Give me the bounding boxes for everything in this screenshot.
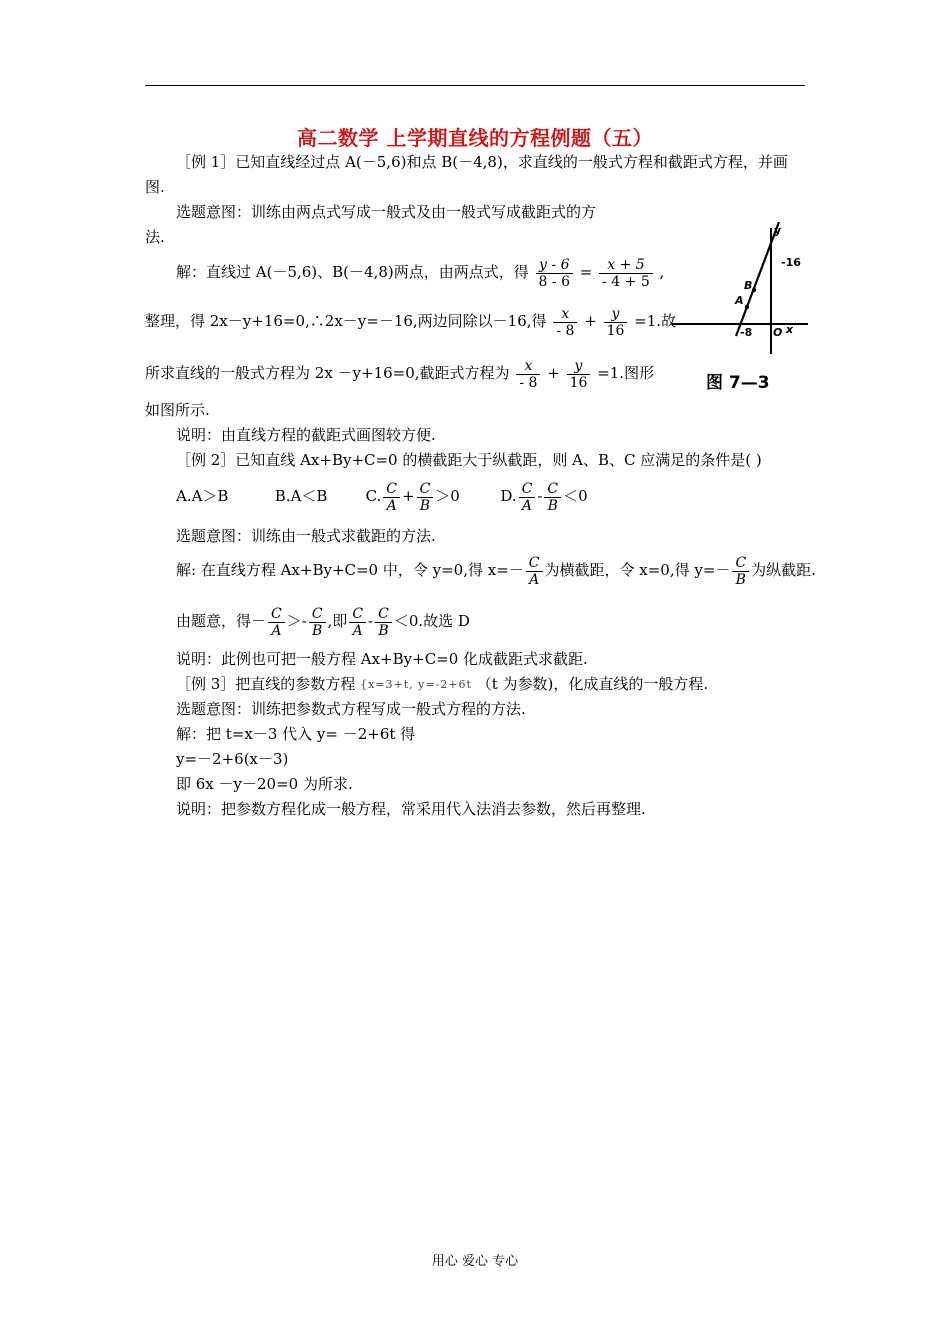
ex1-sol-text: 解：直线过 A(－5,6)、B(－4,8)两点，由两点式，得 (176, 263, 529, 281)
ex2-sol-tail: 为纵截距. (751, 561, 816, 579)
fraction-6 (567, 358, 591, 391)
option-d (500, 480, 588, 514)
fraction-c-a (383, 481, 400, 514)
plus-sign: + (547, 364, 560, 382)
ex3-sol-2: y=－2+6(x－3) (176, 750, 289, 768)
ex1-note: 说明：由直线方程的截距式画图较方便. (176, 426, 436, 444)
ex1-line1: ［例 1］已知直线经过点 A(－5,6)和点 B(－4,8)，求直线的一般式方程和截距式方程，并画 (176, 153, 788, 171)
point-a (745, 305, 749, 309)
minus-sign: - (368, 612, 374, 630)
figure-7-3 (670, 222, 810, 357)
ex2-solution-line2 (176, 601, 470, 641)
fraction-c-b (417, 481, 434, 514)
ex2-sol2-text: 由题意，得－ (176, 612, 267, 630)
ex1-solution-line3 (145, 356, 654, 390)
frac-den: - 4 + 5 (602, 273, 650, 290)
ex3-q-text: ［例 3］把直线的参数方程 (176, 675, 356, 693)
footer-text: 用心 爱心 专心 (431, 1254, 519, 1269)
fraction-d-a (519, 481, 536, 514)
option-a: A.A＞B (176, 487, 229, 505)
minus-sign: - (537, 487, 543, 505)
frac-num: C (544, 481, 561, 498)
frac-den: - 8 (556, 322, 575, 339)
frac-num: x + 5 (599, 257, 653, 274)
frac-num: C (349, 606, 366, 623)
frac-den: 8 - 6 (538, 273, 570, 290)
fraction-5 (516, 358, 540, 391)
ex2-options (176, 476, 588, 516)
ex1-sol-tail: =1.故 (634, 312, 677, 330)
option-c-tail: ＞0 (435, 487, 460, 505)
frac-den: A (386, 497, 397, 514)
ex3-intent: 选题意图：训练把参数式方程写成一般式方程的方法. (176, 700, 526, 718)
frac-num: C (526, 555, 543, 572)
plotted-line (736, 222, 782, 336)
frac-den: B (419, 497, 431, 514)
frac-den: B (735, 571, 746, 588)
ex1-intent: 选题意图：训练由两点式写成一般式及由一般式写成截距式的方 (176, 203, 597, 221)
point-b (752, 288, 756, 292)
ex2-intent: 选题意图：训练由一般式求截距的方法. (176, 527, 436, 545)
line-graph-svg (670, 222, 810, 357)
ex2-sol-text: 解: 在直线方程 Ax+By+C=0 中，令 y=0,得 x=－ (176, 561, 524, 579)
frac-den: A (529, 571, 540, 588)
ex3-sol-1: 解：把 t=x－3 代入 y= －2+6t 得 (176, 725, 416, 743)
fraction-d-b (544, 481, 561, 514)
frac-den: B (312, 622, 323, 639)
fraction-cb2 (309, 606, 326, 639)
label-b: B (744, 279, 753, 292)
fraction-2 (599, 257, 653, 290)
ex1-sol-text2: 整理，得 2x－y+16=0,∴2x－y=－16,两边同除以－16,得 (145, 312, 547, 330)
plus-sign: + (402, 487, 415, 505)
ex2-sol-mid: 为横截距，令 x=0,得 y=－ (544, 561, 731, 579)
comma: , (659, 263, 665, 281)
option-d-tail: ＜0 (563, 487, 588, 505)
frac-num: C (417, 481, 434, 498)
option-c-label: C. (365, 487, 382, 505)
frac-den: 16 (569, 374, 588, 391)
ex3-note: 说明：把参数方程化成一般方程，常采用代入法消去参数，然后再整理. (176, 800, 646, 818)
fraction-ca2 (268, 606, 285, 639)
figure-caption: 图 7—3 (706, 373, 770, 393)
fraction-4 (604, 306, 628, 339)
page-title: 高二数学 上学期直线的方程例题（五） (297, 126, 653, 150)
frac-num: x (516, 358, 540, 375)
frac-den: 16 (606, 322, 625, 339)
frac-num: x (553, 306, 577, 323)
frac-den: A (352, 622, 363, 639)
frac-den: A (271, 622, 282, 639)
parametric-equation: {x=3+t, y=-2+6t (360, 678, 472, 691)
option-d-label: D. (500, 487, 517, 505)
frac-den: B (547, 497, 558, 514)
fraction-ca3 (349, 606, 366, 639)
fraction-cb (732, 555, 749, 588)
ex1-intent-cont: 法. (145, 228, 165, 246)
ex2-note: 说明：此例也可把一般方程 Ax+By+C=0 化成截距式求截距. (176, 650, 588, 668)
option-c (366, 476, 496, 516)
ex1-line2: 图. (145, 178, 165, 196)
ex1-sol-tail3: =1.图形 (597, 364, 655, 382)
frac-den: A (521, 497, 533, 514)
frac-den: B (378, 622, 389, 639)
frac-num: C (375, 606, 392, 623)
frac-num: C (268, 606, 285, 623)
frac-num: y (567, 358, 591, 375)
ex3-question (176, 674, 708, 695)
label-a: A (735, 294, 744, 307)
ex2-sol2-ie: ,即 (327, 612, 348, 630)
fraction-1 (536, 257, 573, 290)
fraction-ca (526, 555, 543, 588)
plus-sign: + (584, 312, 597, 330)
fraction-3 (553, 306, 577, 339)
label-minus16: -16 (781, 256, 801, 269)
fraction-cb3 (375, 606, 392, 639)
ex2-question: ［例 2］已知直线 Ax+By+C=0 的横截距大于纵截距，则 A、B、C 应满足的条件是( ) (176, 451, 762, 469)
ex3-q-tail: （t 为参数)，化成直线的一般方程. (476, 675, 709, 693)
frac-num: C (309, 606, 326, 623)
ex1-solution-line1 (176, 255, 664, 289)
frac-den: - 8 (519, 374, 538, 391)
frac-num: C (732, 555, 749, 572)
label-minus8: -8 (740, 326, 753, 339)
option-b: B.A＜B (274, 487, 328, 505)
ex2-solution-line1 (176, 550, 816, 590)
ex2-sol2-gt: ＞- (286, 612, 307, 630)
ex2-sol2-tail: ＜0.故选 D (393, 612, 470, 630)
header-rule (145, 85, 805, 86)
frac-num: C (519, 481, 536, 498)
ex3-sol-3: 即 6x －y－20=0 为所求. (176, 775, 353, 793)
frac-num: y (604, 306, 628, 323)
x-axis-label: x (786, 323, 794, 336)
frac-num: y - 6 (536, 257, 573, 274)
y-axis-label: y (774, 224, 782, 237)
ex1-line8: 如图所示. (145, 401, 210, 419)
origin-label: O (773, 326, 783, 339)
frac-num: C (383, 481, 400, 498)
equals-sign: = (579, 263, 593, 281)
ex1-sol-text3: 所求直线的一般式方程为 2x －y+16=0,截距式方程为 (145, 364, 510, 382)
ex1-solution-line2 (145, 304, 676, 338)
